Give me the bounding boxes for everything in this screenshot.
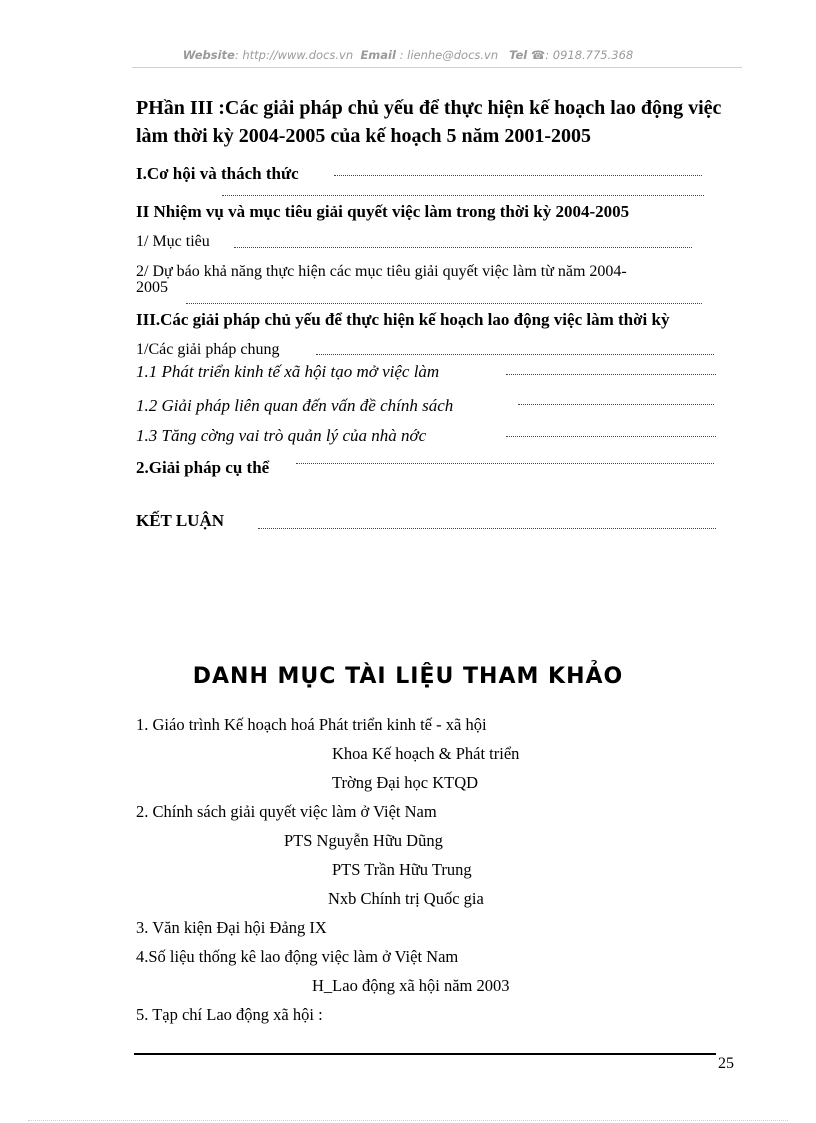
phone-icon: ☎ [530, 48, 546, 62]
reference-1-institution: Trờng Đại học KTQD [332, 773, 479, 792]
toc-item-2-2-cont: 2005 [136, 279, 168, 296]
toc-leader [296, 463, 714, 464]
footer-divider [134, 1053, 716, 1055]
toc-leader [316, 354, 714, 355]
toc-section-1: I.Cơ hội và thách thức [136, 164, 299, 183]
toc-leader [334, 175, 702, 176]
page-header [0, 48, 816, 62]
reference-4-publisher: H_Lao động xã hội năm 2003 [312, 976, 510, 995]
reference-3: 3. Văn kiện Đại hội Đảng IX [136, 918, 327, 937]
page-number: 25 [718, 1055, 734, 1072]
reference-5: 5. Tạp chí Lao động xã hội : [136, 1005, 323, 1024]
website-label: Website [182, 48, 235, 62]
email-label: Email [360, 48, 396, 62]
toc-item-3-2: 2.Giải pháp cụ thể [136, 458, 270, 477]
toc-leader [234, 247, 692, 248]
reference-2: 2. Chính sách giải quyết việc làm ở Việt Nam [136, 802, 437, 821]
reference-2-publisher: Nxb Chính trị Quốc gia [328, 889, 484, 908]
tel-label: Tel [509, 48, 528, 62]
reference-4: 4.Số liệu thống kê lao động việc làm ở Việt Nam [136, 947, 459, 966]
toc-item-3-1-1: 1.1 Phát triển kinh tế xã hội tạo mở việc làm [136, 362, 440, 381]
page-bottom-border [28, 1120, 788, 1121]
toc-leader [186, 303, 702, 304]
reference-2-author-2: PTS Trần Hữu Trung [332, 860, 472, 879]
reference-2-author-1: PTS Nguyễn Hữu Dũng [284, 831, 443, 850]
toc-leader [258, 528, 716, 529]
toc-section-2: II Nhiệm vụ và mục tiêu giải quyết việc làm trong thời kỳ 2004-2005 [136, 202, 630, 221]
reference-1: 1. Giáo trình Kế hoạch hoá Phát triển kinh tế - xã hội [136, 715, 487, 734]
toc-leader [506, 436, 716, 437]
toc-item-3-1-2: 1.2 Giải pháp liên quan đến vấn đề chính sách [136, 396, 454, 415]
email-value[interactable]: : lienhe@docs.vn [399, 48, 499, 62]
toc-section-3: III.Các giải pháp chủ yếu để thực hiện kế hoạch lao động việc làm thời kỳ [136, 310, 670, 329]
toc-leader [506, 374, 716, 375]
toc-leader [518, 404, 714, 405]
toc-item-2-2: 2/ Dự báo khả năng thực hiện các mục tiêu giải quyết việc làm từ năm 2004- [136, 263, 627, 280]
toc-item-3-1: 1/Các giải pháp chung [136, 341, 280, 358]
references-title: DANH MỤC TÀI LIỆU THAM KHẢO [192, 664, 624, 689]
header-divider [132, 67, 742, 68]
toc-leader [222, 195, 704, 196]
toc-item-3-1-3: 1.3 Tăng cờng vai trò quản lý của nhà nớc [136, 426, 427, 445]
toc-item-2-1: 1/ Mục tiêu [136, 233, 210, 250]
tel-value: : 0918.775.368 [545, 48, 634, 62]
website-value[interactable]: : http://www.docs.vn [234, 48, 354, 62]
toc-conclusion: KẾT LUẬN [136, 511, 225, 530]
part-title: PHần III :Các giải pháp chủ yếu để thực hiện kế hoạch lao động việc làm thời kỳ 2004-2005 của kế hoạch 5 năm 2001-2005 [136, 97, 722, 147]
reference-1-publisher: Khoa Kế hoạch & Phát triển [332, 744, 520, 763]
